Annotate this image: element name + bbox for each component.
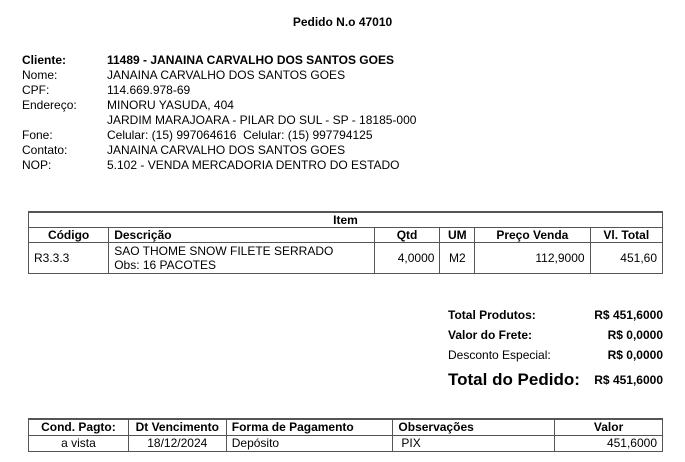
- cell-preco: 112,9000: [475, 243, 590, 274]
- total-pedido-value: R$ 451,6000: [594, 373, 663, 387]
- info-value: JARDIM MARAJOARA - PILAR DO SUL - SP - 18185-000: [107, 113, 417, 127]
- valor-frete: [448, 325, 663, 345]
- cell-observacoes: PIX: [393, 436, 555, 452]
- info-value: 114.669.978-69: [107, 83, 191, 97]
- info-row-fone: [22, 128, 416, 143]
- cell-cond-pagto: a vista: [29, 436, 129, 452]
- info-label: Fone:: [22, 128, 53, 142]
- desconto-label: Desconto Especial:: [448, 348, 551, 362]
- cell-um: M2: [440, 243, 475, 274]
- total-pedido: [448, 365, 663, 393]
- valor-frete-label: Valor do Frete:: [448, 328, 533, 342]
- desconto-especial: [448, 345, 663, 365]
- header-preco: Preço Venda: [475, 228, 590, 243]
- item-obs: Obs: 16 PACOTES: [114, 258, 217, 272]
- cell-total: 451,60: [590, 243, 662, 274]
- header-observacoes: Observações: [393, 419, 555, 436]
- info-row-nome: [22, 68, 416, 83]
- total-pedido-label: Total do Pedido:: [448, 370, 580, 389]
- info-label: CPF:: [22, 83, 50, 97]
- header-qtd: Qtd: [374, 228, 440, 243]
- info-value: 5.102 - VENDA MERCADORIA DENTRO DO ESTADO: [107, 158, 400, 172]
- customer-info: [22, 53, 416, 173]
- info-label: Contato:: [22, 143, 68, 157]
- info-label: NOP:: [22, 158, 52, 172]
- info-row-endereco-2: [22, 113, 416, 128]
- items-caption: Item: [29, 212, 663, 228]
- total-produtos-value: R$ 451,6000: [594, 308, 663, 322]
- info-value: JANAINA CARVALHO DOS SANTOS GOES: [107, 68, 346, 82]
- table-row: [29, 243, 663, 274]
- item-description: SAO THOME SNOW FILETE SERRADO: [114, 244, 334, 258]
- header-dt-vencimento: Dt Vencimento: [128, 419, 226, 436]
- info-value: MINORU YASUDA, 404: [107, 98, 234, 112]
- info-label: Nome:: [22, 68, 58, 82]
- cell-forma-pagamento: Depósito: [226, 436, 393, 452]
- cell-dt-vencimento: 18/12/2024: [128, 436, 226, 452]
- info-row-cliente: [22, 53, 416, 68]
- payment-table: [28, 418, 663, 452]
- order-title: Pedido N.o 47010: [292, 15, 393, 29]
- header-cond-pagto: Cond. Pagto:: [29, 419, 129, 436]
- info-label: Cliente:: [22, 53, 67, 67]
- info-row-nop: [22, 158, 416, 173]
- items-table: [28, 211, 663, 274]
- header-forma-pagamento: Forma de Pagamento: [226, 419, 393, 436]
- header-descricao: Descrição: [109, 228, 374, 243]
- info-row-contato: [22, 143, 416, 158]
- totals-block: [448, 305, 663, 393]
- cell-qtd: 4,0000: [374, 243, 440, 274]
- info-value: Celular: (15) 997064616 Celular: (15) 997794125: [107, 128, 373, 142]
- info-label: Endereço:: [22, 98, 77, 112]
- desconto-value: R$ 0,0000: [607, 348, 663, 362]
- table-row: [29, 436, 663, 452]
- valor-frete-value: R$ 0,0000: [607, 328, 663, 342]
- cell-valor: 451,6000: [555, 436, 663, 452]
- info-value: 11489 - JANAINA CARVALHO DOS SANTOS GOES: [107, 53, 394, 67]
- header-valor: Valor: [555, 419, 663, 436]
- info-row-cpf: [22, 83, 416, 98]
- total-produtos-label: Total Produtos:: [448, 308, 536, 322]
- header-um: UM: [440, 228, 475, 243]
- info-value: JANAINA CARVALHO DOS SANTOS GOES: [107, 143, 346, 157]
- header-total: Vl. Total: [590, 228, 662, 243]
- info-row-endereco: [22, 98, 416, 113]
- total-produtos: [448, 305, 663, 325]
- cell-codigo: R3.3.3: [29, 243, 109, 274]
- header-codigo: Código: [29, 228, 109, 243]
- cell-descricao: [109, 243, 374, 274]
